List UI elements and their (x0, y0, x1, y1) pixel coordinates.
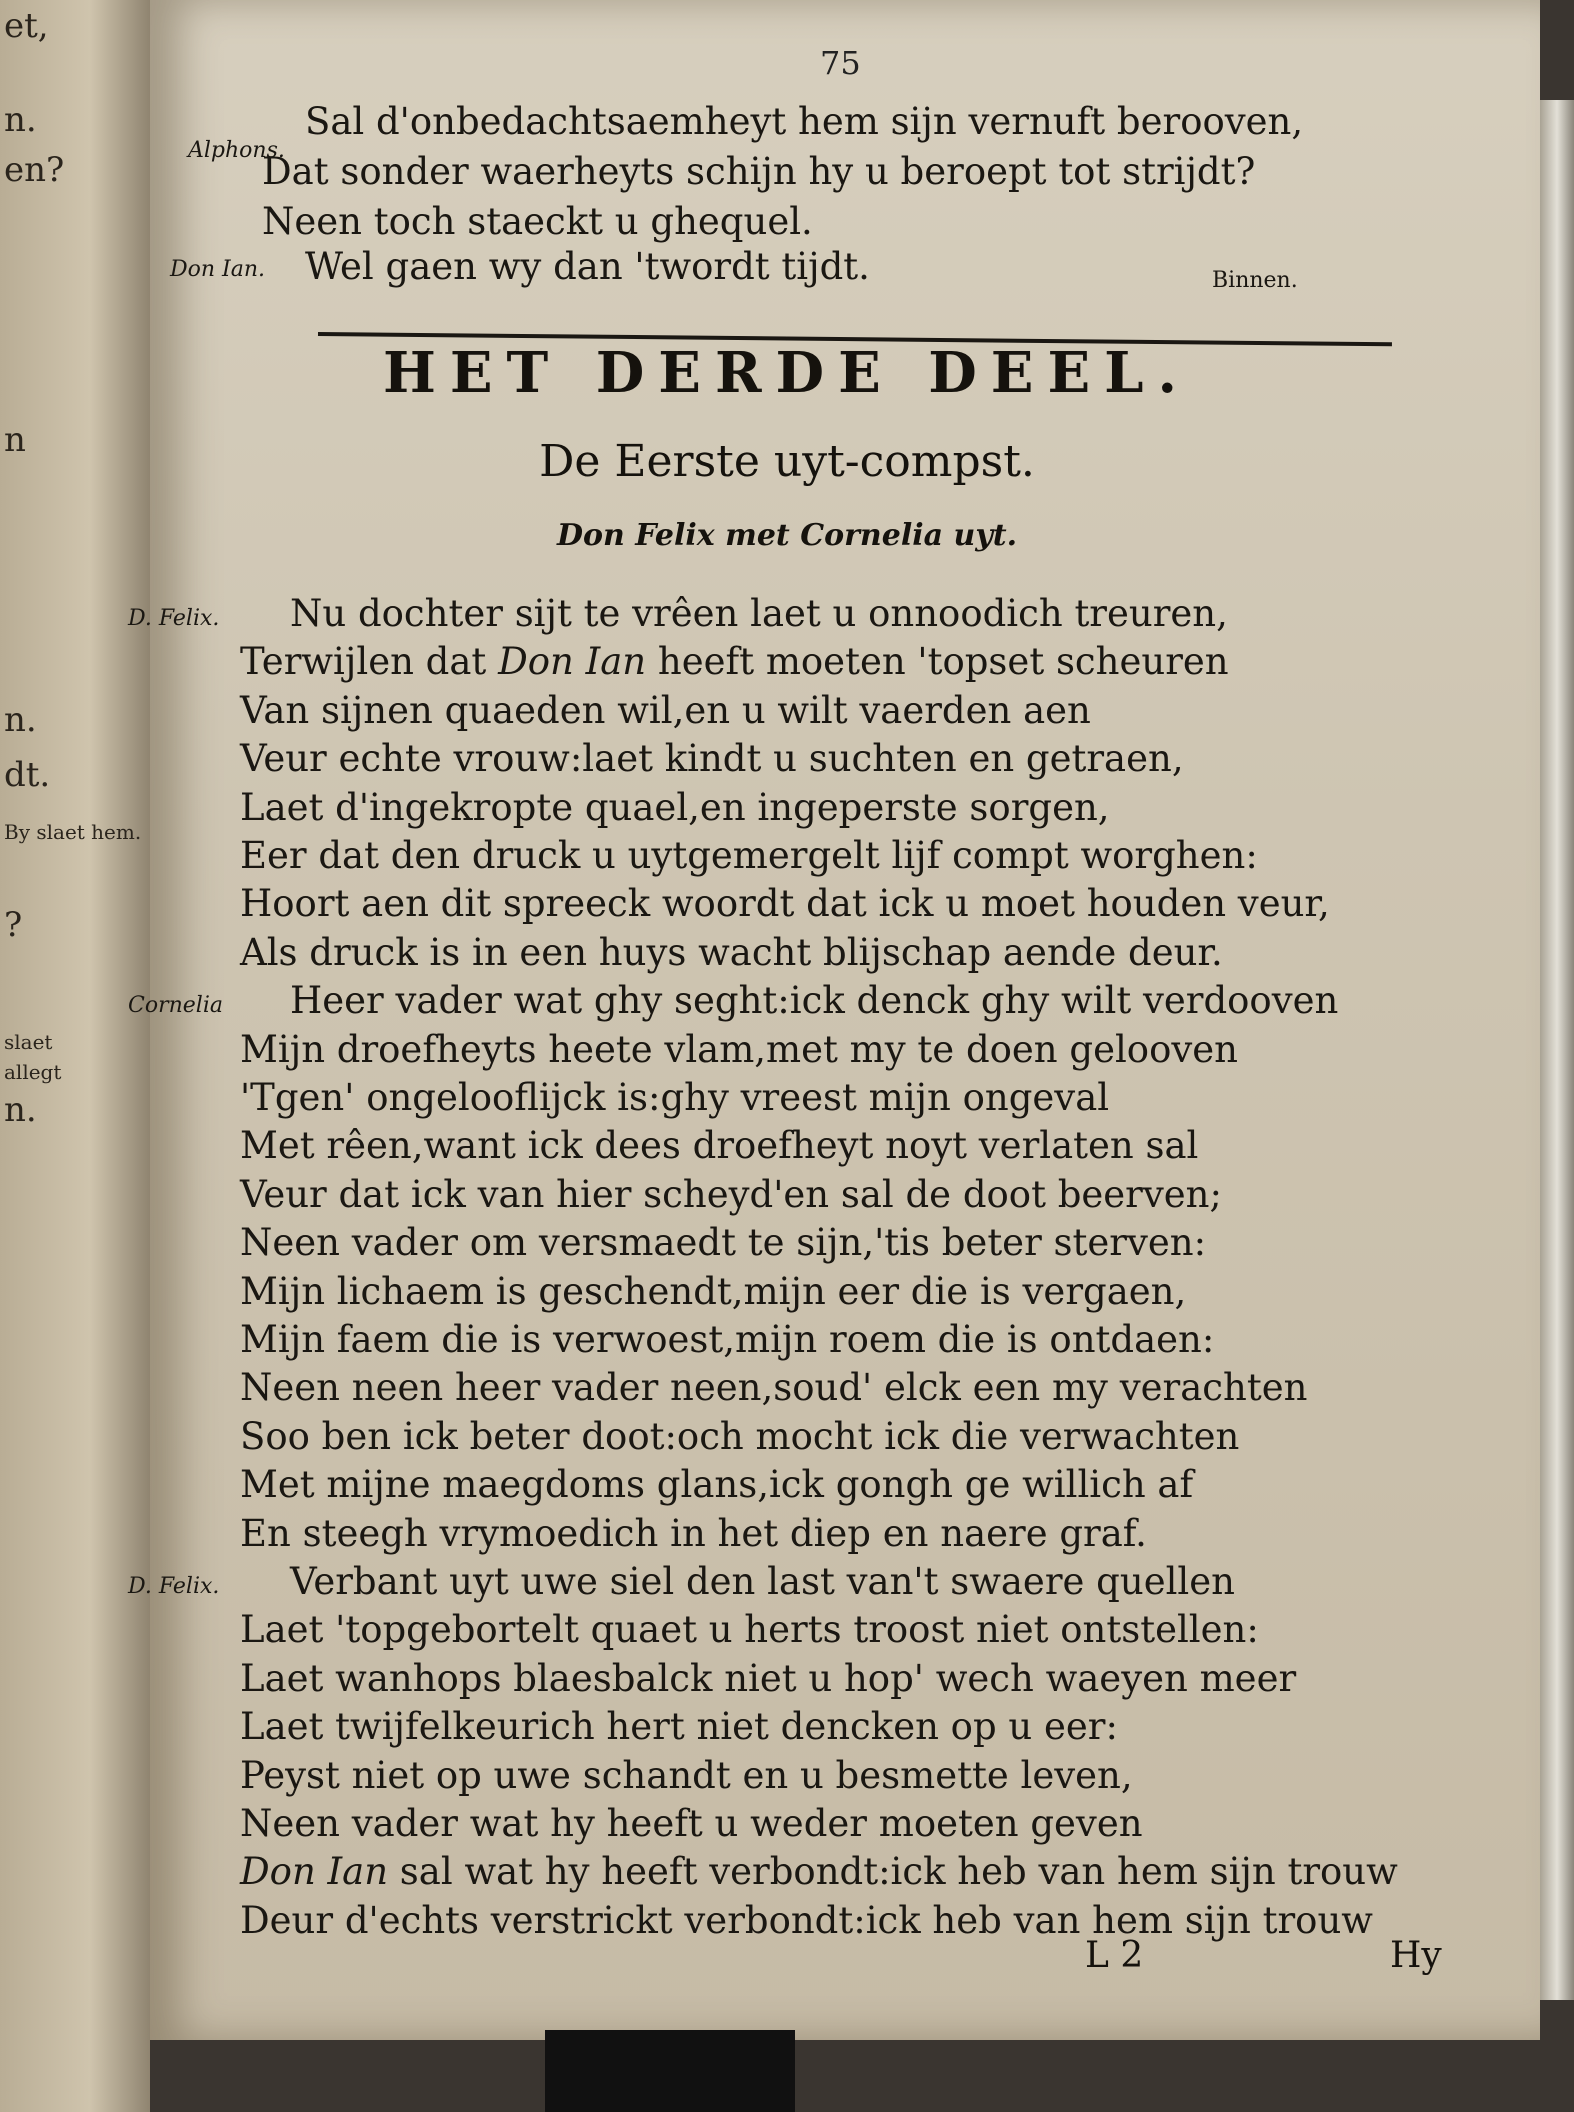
verse-line: Als druck is in een huys wacht blijschap aende deur. (240, 931, 1223, 974)
verse-line: Hoort aen dit spreeck woordt dat ick u moet houden veur, (240, 882, 1330, 925)
speaker-label: D. Felix. (128, 1574, 220, 1599)
italic-name: Don Ian (240, 1850, 389, 1893)
verse-line: Terwijlen dat Don Ian heeft moeten 'topset scheuren (240, 640, 1229, 683)
signature-mark: L 2 (1085, 1935, 1144, 1976)
left-page-fragment: et, (4, 6, 49, 46)
verse-line: Laet 'topgebortelt quaet u herts troost niet ontstellen: (240, 1608, 1259, 1651)
dialogue-line: Wel gaen wy dan 'twordt tijdt. (305, 245, 870, 288)
verse-line: Met mijne maegdoms glans,ick gongh ge willich af (240, 1463, 1194, 1506)
left-page-fragment: n (4, 420, 26, 460)
stage-exit-note: Binnen. (1212, 268, 1298, 293)
verse-line: Mijn droefheyts heete vlam,met my te doen gelooven (240, 1028, 1238, 1071)
verse-line: Don Ian sal wat hy heeft verbondt:ick heb van hem sijn trouw (240, 1850, 1398, 1893)
dialogue-line: Neen toch staeckt u ghequel. (262, 200, 813, 243)
left-page-fragment: n. (4, 100, 37, 140)
verse-line: Neen neen heer vader neen,soud' elck een my verachten (240, 1366, 1308, 1409)
left-page-fragment: n. (4, 700, 37, 740)
verse-line: Van sijnen quaeden wil,en u wilt vaerden aen (240, 689, 1091, 732)
left-page-fragment: ? (4, 905, 23, 945)
left-page-fragments (0, 0, 150, 2112)
left-page-fragment: n. (4, 1090, 37, 1130)
left-page-fragment: slaet (4, 1030, 53, 1054)
catchword: Hy (1390, 1935, 1442, 1976)
speaker-label: Cornelia (128, 993, 223, 1018)
speaker-label: D. Felix. (128, 606, 220, 631)
verse-line: Neen vader wat hy heeft u weder moeten geven (240, 1802, 1143, 1845)
speaker-label: Don Ian. (170, 257, 266, 282)
verse-line: 'Tgen' ongelooflijck is:ghy vreest mijn ongeval (240, 1076, 1110, 1119)
left-page-fragment: dt. (4, 755, 51, 795)
verse-line: Laet d'ingekropte quael,en ingeperste sorgen, (240, 786, 1110, 829)
bottom-occluder (545, 2030, 795, 2112)
part-heading: HET DERDE DEEL. (382, 340, 1192, 406)
verse-line: Mijn lichaem is geschendt,mijn eer die is vergaen, (240, 1270, 1187, 1313)
verse-line: Heer vader wat ghy seght:ick denck ghy wilt verdooven (290, 979, 1339, 1022)
page-number: 75 (820, 44, 861, 82)
stage-direction: Don Felix met Cornelia uyt. (556, 518, 1018, 553)
verse-line: Soo ben ick beter doot:och mocht ick die verwachten (240, 1415, 1240, 1458)
left-page-fragment: By slaet hem. (4, 820, 142, 844)
verse-line: Nu dochter sijt te vrêen laet u onnoodich treuren, (290, 592, 1228, 635)
verse-line: Met rêen,want ick dees droefheyt noyt verlaten sal (240, 1124, 1199, 1167)
italic-name: Don Ian (498, 640, 647, 683)
verse-line: Laet twijfelkeurich hert niet dencken op u eer: (240, 1705, 1118, 1748)
verse-line: Laet wanhops blaesbalck niet u hop' wech waeyen meer (240, 1657, 1297, 1700)
verse-line: Mijn faem die is verwoest,mijn roem die is ontdaen: (240, 1318, 1215, 1361)
verse-line: Peyst niet op uwe schandt en u besmette leven, (240, 1754, 1133, 1797)
verse-line: Eer dat den druck u uytgemergelt lijf compt worghen: (240, 834, 1258, 877)
scene-heading: De Eerste uyt-compst. (539, 436, 1035, 487)
dialogue-line: Sal d'onbedachtsaemheyt hem sijn vernuft berooven, (305, 100, 1304, 143)
verse-line: Neen vader om versmaedt te sijn,'tis beter sterven: (240, 1221, 1207, 1264)
verse-line: Veur dat ick van hier scheyd'en sal de doot beerven; (240, 1173, 1222, 1216)
verse-line: Veur echte vrouw:laet kindt u suchten en getraen, (240, 737, 1184, 780)
speaker-label: Alphons. (188, 138, 285, 163)
verse-line: En steegh vrymoedich in het diep en naere graf. (240, 1512, 1147, 1555)
verse-line: Verbant uyt uwe siel den last van't swaere quellen (290, 1560, 1235, 1603)
left-page-fragment: allegt (4, 1060, 62, 1084)
verse-line: Deur d'echts verstrickt verbondt:ick heb van hem sijn trouw (240, 1899, 1373, 1942)
dialogue-line: Dat sonder waerheyts schijn hy u beroept tot strijdt? (262, 150, 1256, 193)
left-page-fragment: en? (4, 150, 65, 190)
